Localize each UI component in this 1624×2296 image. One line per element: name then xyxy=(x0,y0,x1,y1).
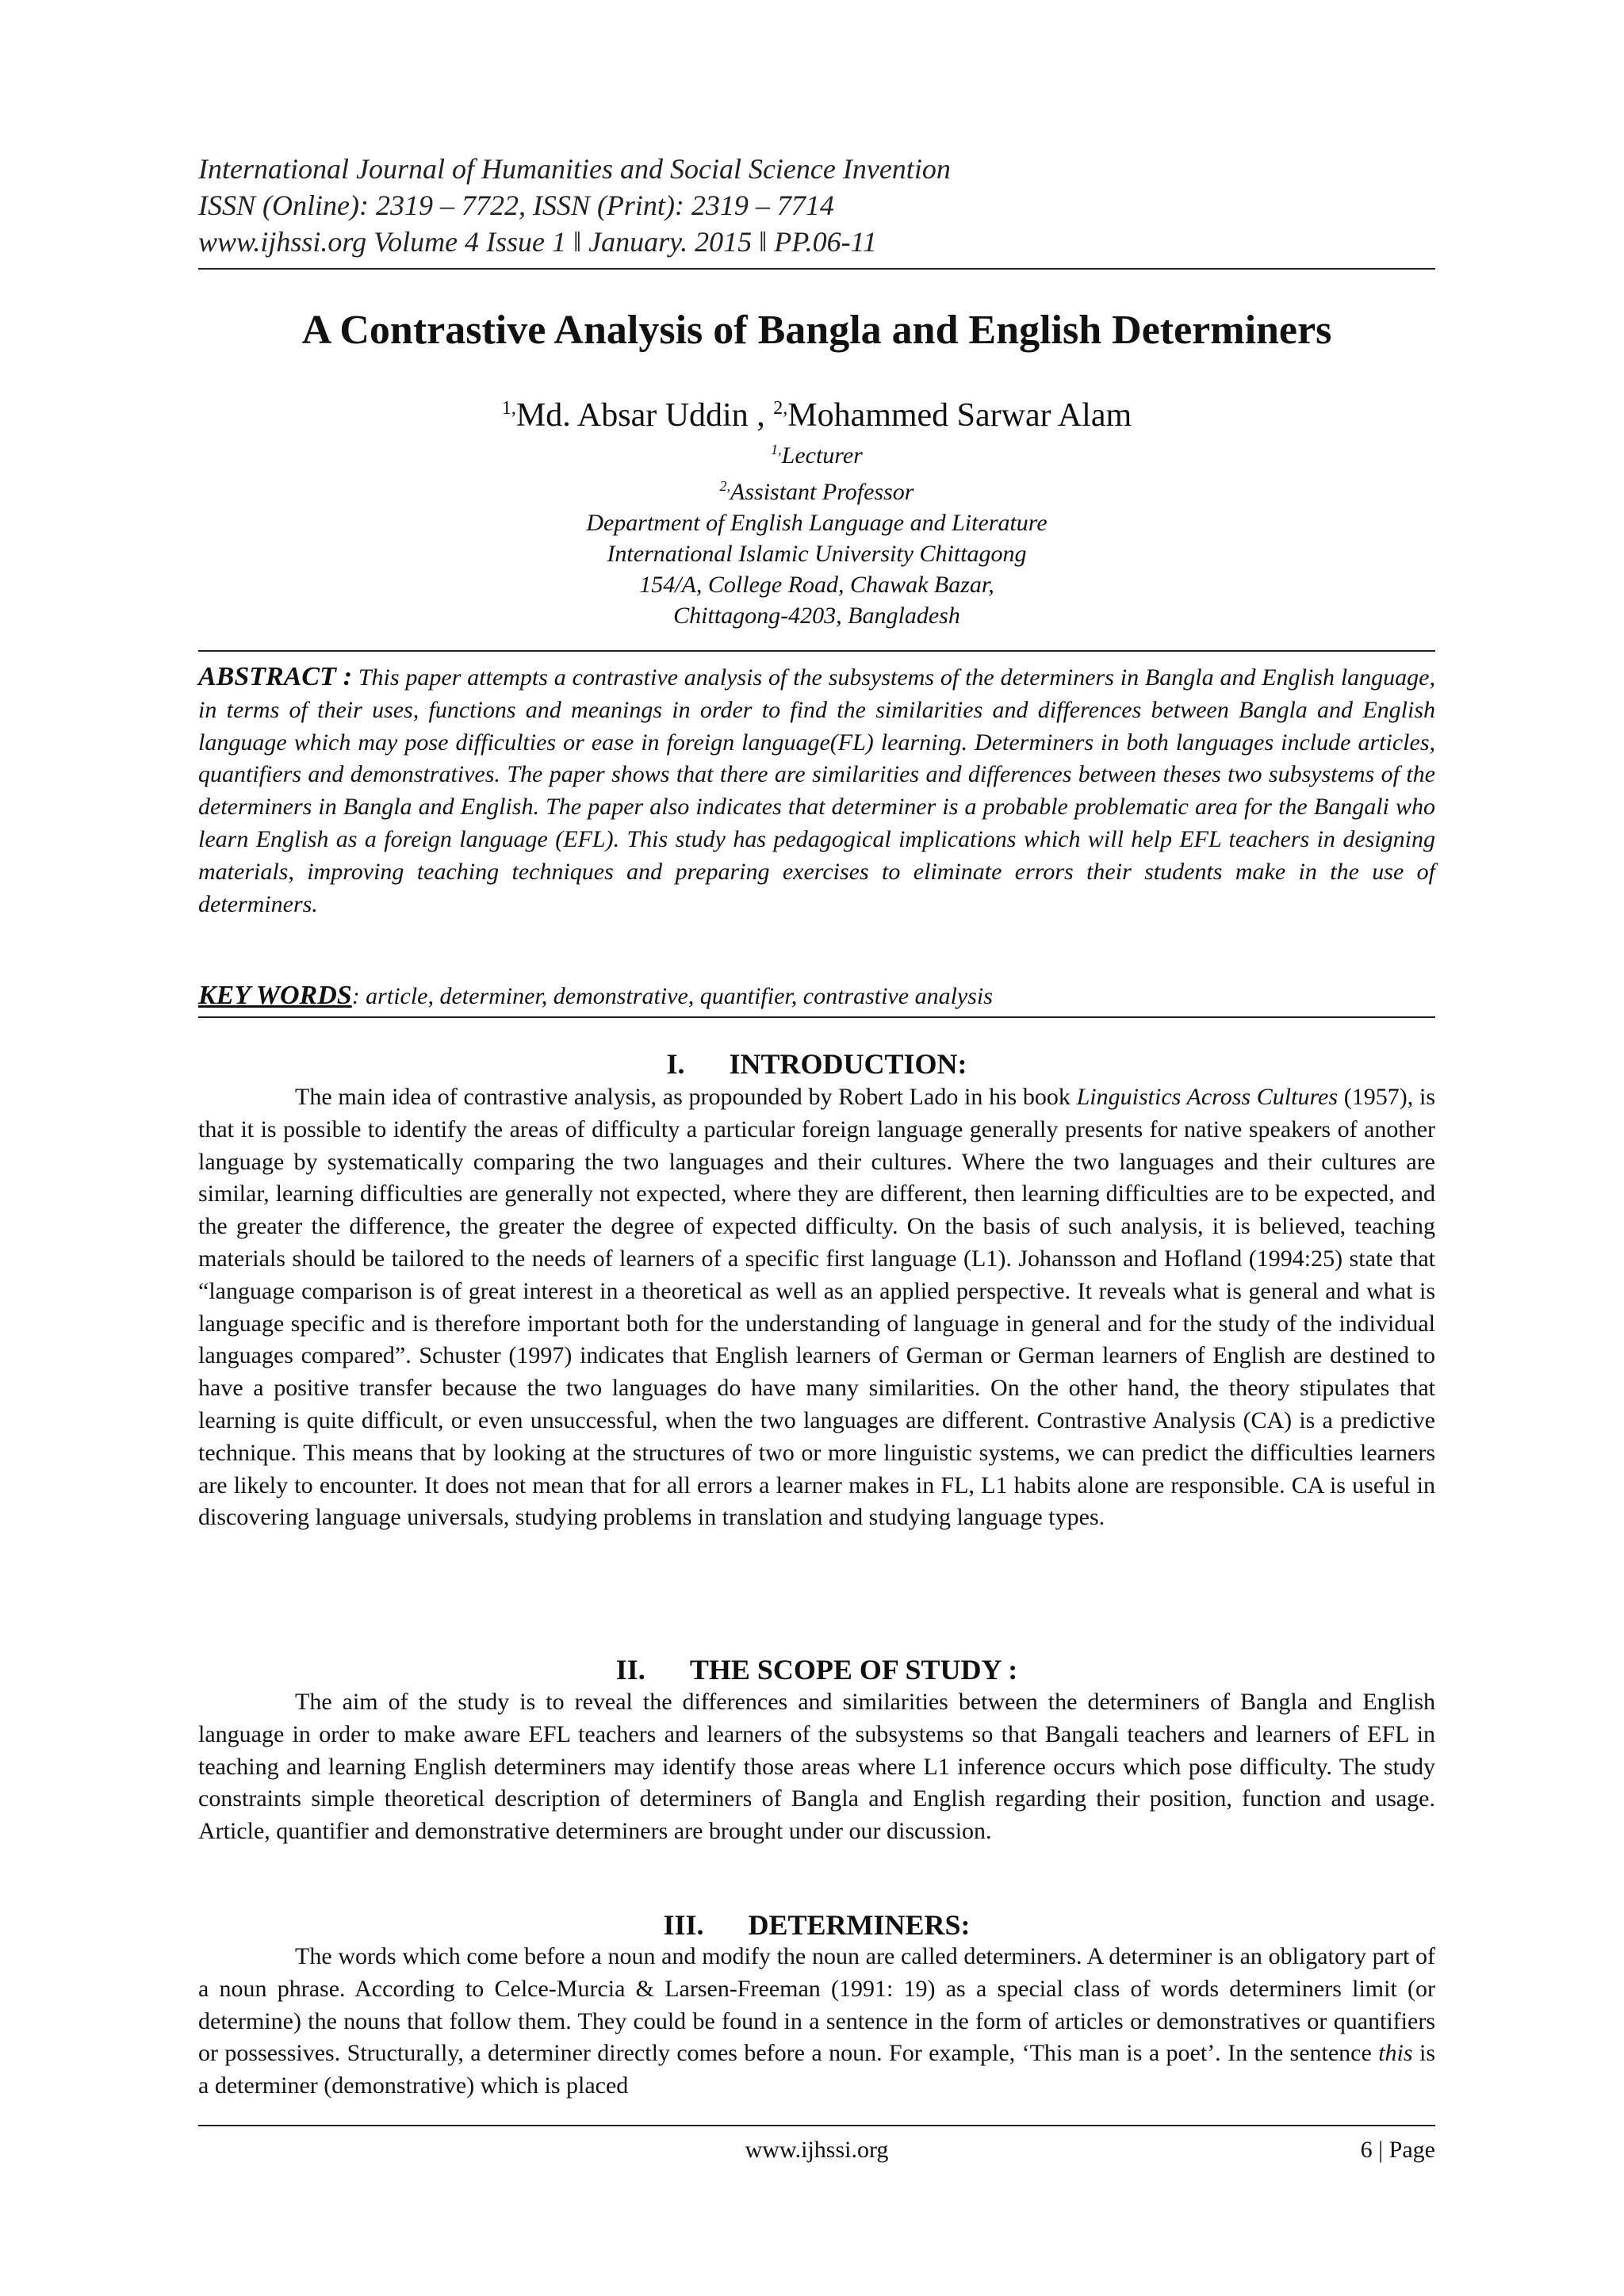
determiners-text-b: is a determiner (demonstrative) which is placed xyxy=(198,2040,1435,2099)
journal-issue-info: www.ijhssi.org Volume 4 Issue 1 ǁ January. 2015 ǁ PP.06-11 xyxy=(198,226,877,258)
section-title: THE SCOPE OF STUDY : xyxy=(689,1654,1018,1686)
section-number: I. xyxy=(666,1048,685,1080)
abstract-text: This paper attempts a contrastive analysis of the subsystems of the determiners in Bangla and English language, in terms of their uses, functions and meanings in order to find the similarities and differences between Bangla and English language which may pose difficulties or ease in foreign language(FL) learning. Determiners in both languages include articles, quantifiers and demonstratives. The paper shows that there are similarities and differences between theses two subsystems of the determiners in Bangla and English. The paper also indicates that determiner is a probable problematic area for the Bangali who learn English as a foreign language (EFL). This study has pedagogical implications which will help EFL teachers in designing materials, improving teaching techniques and preparing exercises to eliminate errors their students make in the use of determiners. xyxy=(198,664,1435,917)
role-1-marker: 1, xyxy=(771,442,782,457)
role-2-text: Assistant Professor xyxy=(730,479,914,505)
author2-marker: 2, xyxy=(773,398,788,419)
university: International Islamic University Chittagong xyxy=(607,541,1027,567)
example-word: this xyxy=(1378,2040,1413,2067)
author-separator: , xyxy=(748,397,774,434)
footer-site-link[interactable]: www.ijhssi.org xyxy=(745,2137,889,2163)
book-title: Linguistics Across Cultures xyxy=(1076,1084,1339,1110)
role-1-text: Lecturer xyxy=(781,442,863,469)
keywords-bottom-rule xyxy=(198,1016,1435,1018)
keywords-label: KEY WORDS xyxy=(198,981,352,1010)
department: Department of English Language and Literature xyxy=(586,510,1048,536)
footer-rule xyxy=(198,2125,1435,2126)
section-heading-determiners xyxy=(198,1908,1435,1942)
role-2 xyxy=(198,471,1435,507)
section-title: INTRODUCTION: xyxy=(729,1048,967,1080)
intro-text-b: (1957), is that it is possible to identify the areas of difficulty a particular foreign language generally presents for native speakers of another language by systematically comparing the two languages and their cultures. Where the two languages and their cultures are similar, learning difficulties are generally not expected, where they are different, then learning difficulties are to be expected, and the greater the difference, the greater the degree of expected difficulty. On the basis of such analysis, it is believed, teaching materials should be tailored to the needs of learners of a specific first language (L1). Johansson and Hofland (1994:25) state that “language comparison is of great interest in a theoretical as well as an applied perspective. It reveals what is general and what is language specific and is therefore important both for the understanding of language in general and for the study of the individual languages compared”. Schuster (1997) indicates that English learners of German or German learners of English are destined to have a positive transfer because the two languages do have many similarities. On the other hand, the theory stipulates that learning is quite difficult, or even unsuccessful, when the two languages are different. Contrastive Analysis (CA) is a predictive technique. This means that by looking at the structures of two or more linguistic systems, we can predict the difficulties learners are likely to encounter. It does not mean that for all errors a learner makes in FL, L1 habits alone are responsible. CA is useful in discovering language universals, studying problems in translation and studying language types. xyxy=(198,1084,1436,1531)
section-number: III. xyxy=(663,1909,704,1941)
scope-paragraph xyxy=(198,1686,1435,1848)
keywords xyxy=(198,980,1435,1012)
city: Chittagong-4203, Bangladesh xyxy=(673,603,960,629)
author-line xyxy=(198,387,1435,437)
scope-text: The aim of the study is to reveal the differences and similarities between the determiners of Bangla and English language in order to make aware EFL teachers and learners of the subsystems so that Bangali teachers and learners of EFL in teaching and learning English determiners may identify those areas where L1 inference occurs which pose difficulty. The study constraints simple theoretical description of determiners of Bangla and English regarding their position, function and usage. Article, quantifier and demonstrative determiners are brought under our discussion. xyxy=(198,1689,1435,1845)
section-heading-scope xyxy=(198,1652,1435,1687)
page-number: 6 | Page xyxy=(1360,2137,1435,2163)
journal-issn: ISSN (Online): 2319 – 7722, ISSN (Print): 2319 – 7714 xyxy=(198,189,834,221)
author1-name: Md. Absar Uddin xyxy=(515,397,749,434)
paper-title: A Contrastive Analysis of Bangla and English Determiners xyxy=(301,308,1332,353)
author1-marker: 1, xyxy=(501,398,516,419)
author2-name: Mohammed Sarwar Alam xyxy=(787,397,1132,434)
section-title: DETERMINERS: xyxy=(748,1909,971,1941)
abstract-top-rule xyxy=(198,650,1435,652)
role-2-marker: 2, xyxy=(719,478,731,494)
role-1 xyxy=(198,434,1435,471)
determiners-text-a: The words which come before a noun and modify the noun are called determiners. A determiner is an obligatory part of a noun phrase. According to Celce-Murcia & Larsen-Freeman (1991: 19) as a special class of words determiners limit (or determine) the nouns that follow them. They could be found in a sentence in the form of articles or demonstratives or quantifiers or possessives. Structurally, a determiner directly comes before a noun. For example, ‘This man is a poet’. In the sentence xyxy=(198,1943,1435,2067)
abstract xyxy=(198,661,1435,920)
introduction-paragraph xyxy=(198,1081,1435,1534)
section-heading-introduction xyxy=(198,1047,1435,1081)
journal-header xyxy=(198,151,1435,260)
section-number: II. xyxy=(615,1654,645,1686)
keywords-text: : article, determiner, demonstrative, quantifier, contrastive analysis xyxy=(351,983,993,1009)
intro-text-a: The main idea of contrastive analysis, as propounded by Robert Lado in his book xyxy=(295,1084,1077,1110)
address: 154/A, College Road, Chawak Bazar, xyxy=(639,572,994,598)
journal-name: International Journal of Humanities and Social Science Invention xyxy=(198,153,951,185)
header-rule xyxy=(198,268,1435,270)
determiners-paragraph xyxy=(198,1941,1435,2103)
abstract-label: ABSTRACT : xyxy=(198,662,353,691)
affiliation-block xyxy=(198,434,1435,631)
